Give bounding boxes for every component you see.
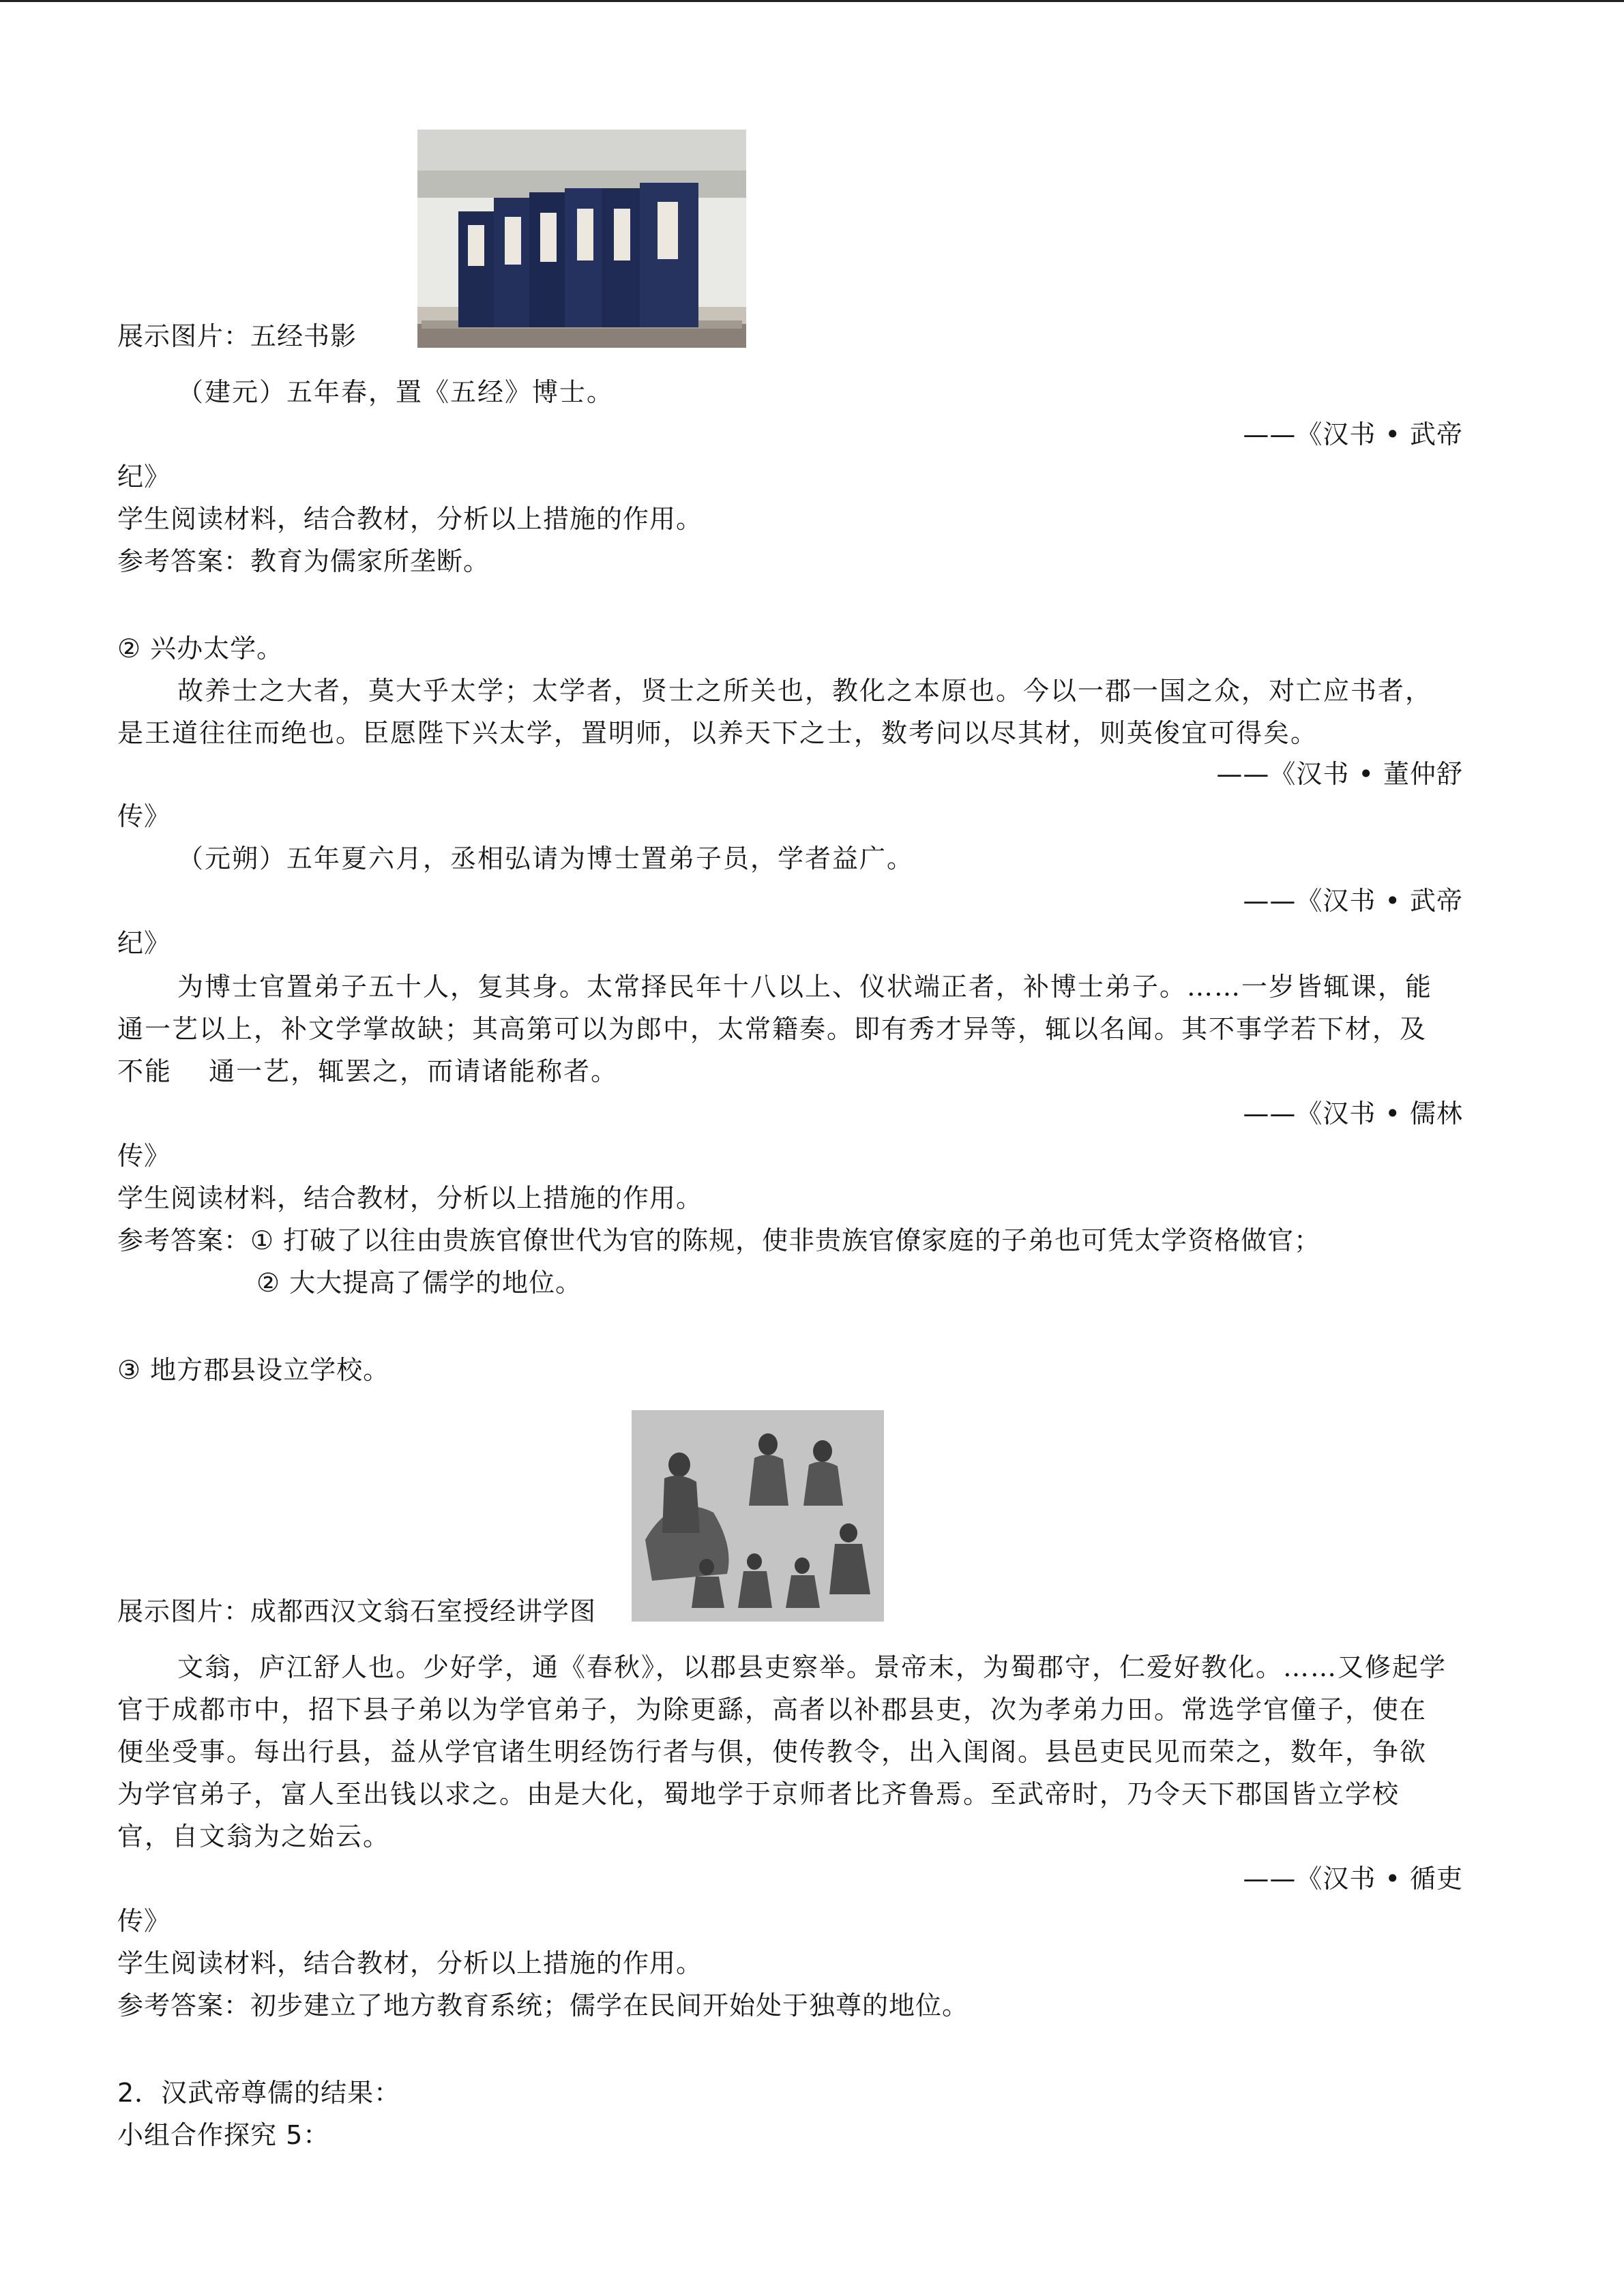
reference-answer-2-part-1: 参考答案：① 打破了以往由贵族官僚世代为官的陈规，使非贵族官僚家庭的子弟也可凭太学资格做官； bbox=[117, 1225, 1321, 1255]
task-prompt-2: 学生阅读材料，结合教材，分析以上措施的作用。 bbox=[117, 1183, 703, 1213]
citation-dong: ——《汉书 • 董仲舒 bbox=[1216, 759, 1463, 789]
quote-wenweng-line-5: 官，自文翁为之始云。 bbox=[117, 1821, 391, 1851]
citation-dong-cont: 传》 bbox=[117, 801, 171, 831]
image-caption-stone-relief: 展示图片：成都西汉文翁石室授经讲学图 bbox=[117, 1596, 597, 1626]
quote-wenweng-line-3: 便坐受事。每出行县，益从学官诸生明经饬行者与俱，使传教令，出入闺阁。县邑吏民见而荣之，数年，争欲 bbox=[117, 1737, 1428, 1767]
citation-xunli: ——《汉书 • 循吏 bbox=[1243, 1864, 1463, 1894]
page-top-border bbox=[0, 0, 1624, 2]
heading-taixue: ② 兴办太学。 bbox=[117, 633, 284, 664]
quote-rulin-line-1: 为博士官置弟子五十人，复其身。太常择民年十八以上、仪状端正者，补博士弟子。……一岁皆辄课，能 bbox=[177, 972, 1433, 1002]
quote-yuanshuo: （元朔）五年夏六月，丞相弘请为博士置弟子员，学者益广。 bbox=[177, 844, 915, 874]
task-prompt-1: 学生阅读材料，结合教材，分析以上措施的作用。 bbox=[117, 504, 703, 534]
heading-results: 2．汉武帝尊儒的结果： bbox=[117, 2078, 401, 2108]
quote-wenweng-line-1: 文翁，庐江舒人也。少好学，通《春秋》，以郡县吏察举。景帝末，为蜀郡守，仁爱好教化。……又修起学 bbox=[177, 1652, 1447, 1682]
group-inquiry-label: 小组合作探究 5： bbox=[117, 2120, 330, 2150]
citation-xunli-cont: 传》 bbox=[117, 1906, 171, 1936]
quote-dong-line-2: 是王道往往而绝也。臣愿陛下兴太学，置明师，以养天下之士，数考问以尽其材，则英俊宜可得矣。 bbox=[117, 718, 1318, 748]
image-caption-five-classics: 展示图片：五经书影 bbox=[117, 321, 357, 351]
quote-jianyuan: （建元）五年春，置《五经》博士。 bbox=[177, 377, 615, 407]
citation-wudi-2-cont: 纪》 bbox=[117, 928, 171, 958]
quote-rulin-line-2: 通一艺以上，补文学掌故缺；其高第可以为郎中，太常籍奏。即有秀才异等，辄以名闻。其不事学若下材，及 bbox=[117, 1014, 1428, 1044]
five-classics-photo bbox=[417, 130, 746, 348]
citation-wudi-1: ——《汉书 • 武帝 bbox=[1243, 419, 1463, 449]
citation-wudi-1-cont: 纪》 bbox=[117, 462, 171, 492]
reference-answer-3: 参考答案：初步建立了地方教育系统；儒学在民间开始处于独尊的地位。 bbox=[117, 1991, 969, 2021]
citation-rulin-cont: 传》 bbox=[117, 1141, 171, 1171]
quote-dong-line-1: 故养士之大者，莫大乎太学；太学者，贤士之所关也，教化之本原也。今以一郡一国之众，对亡应书者， bbox=[177, 676, 1433, 706]
reference-answer-2-part-2: ② 大大提高了儒学的地位。 bbox=[256, 1268, 582, 1298]
heading-local-schools: ③ 地方郡县设立学校。 bbox=[117, 1355, 390, 1385]
citation-rulin: ——《汉书 • 儒林 bbox=[1243, 1099, 1463, 1129]
citation-wudi-2: ——《汉书 • 武帝 bbox=[1243, 886, 1463, 916]
stone-relief-teaching-image bbox=[632, 1410, 884, 1622]
quote-rulin-line-3: 不能 通一艺，辄罢之，而请诸能称者。 bbox=[117, 1056, 619, 1086]
reference-answer-1: 参考答案：教育为儒家所垄断。 bbox=[117, 546, 490, 576]
task-prompt-3: 学生阅读材料，结合教材，分析以上措施的作用。 bbox=[117, 1948, 703, 1978]
quote-wenweng-line-2: 官于成都市中，招下县子弟以为学官弟子，为除更繇，高者以补郡县吏，次为孝弟力田。常选学官僮子，使在 bbox=[117, 1695, 1428, 1725]
quote-wenweng-line-4: 为学官弟子，富人至出钱以求之。由是大化，蜀地学于京师者比齐鲁焉。至武帝时，乃令天下郡国皆立学校 bbox=[117, 1779, 1400, 1809]
